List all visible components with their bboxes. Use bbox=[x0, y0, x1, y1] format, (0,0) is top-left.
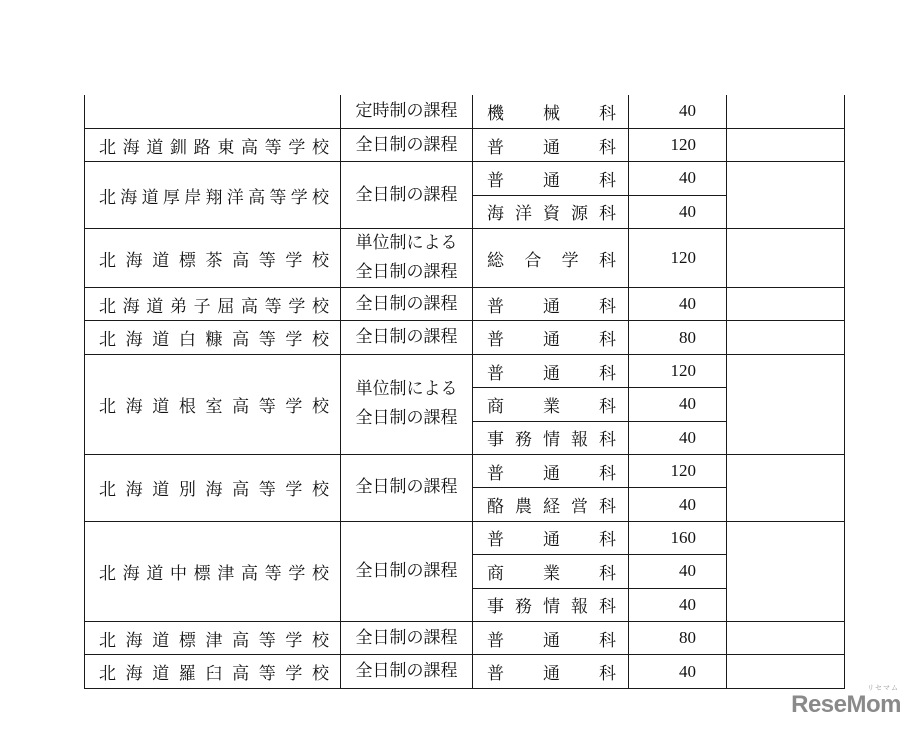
capacity-cell: 40 bbox=[629, 421, 727, 454]
table-row bbox=[85, 655, 845, 688]
school-name-cell bbox=[85, 95, 341, 128]
department-cell: 普通科 bbox=[473, 455, 629, 488]
department-cell: 普通科 bbox=[473, 521, 629, 554]
table-row bbox=[85, 128, 845, 161]
school-name-cell: 北海道羅臼高等学校 bbox=[85, 655, 341, 688]
capacity-cell: 40 bbox=[629, 388, 727, 421]
capacity-cell: 120 bbox=[629, 455, 727, 488]
remarks-cell bbox=[727, 455, 845, 522]
resemom-logo bbox=[791, 685, 901, 719]
school-name-cell: 北海道白糠高等学校 bbox=[85, 321, 341, 354]
capacity-cell: 120 bbox=[629, 128, 727, 161]
table-row bbox=[85, 321, 845, 354]
school-name-cell: 北海道厚岸翔洋高等学校 bbox=[85, 162, 341, 229]
course-type-cell: 単位制による 全日制の課程 bbox=[341, 354, 473, 454]
table-row bbox=[85, 521, 845, 554]
logo-ruby: リセマム bbox=[867, 685, 899, 692]
capacity-cell: 40 bbox=[629, 288, 727, 321]
department-cell: 普通科 bbox=[473, 321, 629, 354]
remarks-cell bbox=[727, 521, 845, 621]
remarks-cell bbox=[727, 321, 845, 354]
department-cell: 機械科 bbox=[473, 95, 629, 128]
department-cell: 普通科 bbox=[473, 162, 629, 195]
capacity-cell: 40 bbox=[629, 195, 727, 228]
course-type-cell: 全日制の課程 bbox=[341, 162, 473, 229]
remarks-cell bbox=[727, 621, 845, 654]
capacity-cell: 40 bbox=[629, 588, 727, 621]
department-cell: 普通科 bbox=[473, 655, 629, 688]
course-type-cell: 全日制の課程 bbox=[341, 621, 473, 654]
remarks-cell bbox=[727, 229, 845, 288]
remarks-cell bbox=[727, 288, 845, 321]
course-type-cell: 全日制の課程 bbox=[341, 521, 473, 621]
table-row bbox=[85, 455, 845, 488]
school-capacity-table bbox=[84, 95, 845, 689]
logo-text: ReseMom bbox=[791, 691, 901, 718]
school-name-cell: 北海道別海高等学校 bbox=[85, 455, 341, 522]
table-row bbox=[85, 95, 845, 128]
department-cell: 海洋資源科 bbox=[473, 195, 629, 228]
capacity-cell: 160 bbox=[629, 521, 727, 554]
department-cell: 商業科 bbox=[473, 388, 629, 421]
school-name-cell: 北海道根室高等学校 bbox=[85, 354, 341, 454]
capacity-cell: 40 bbox=[629, 555, 727, 588]
department-cell: 総合学科 bbox=[473, 229, 629, 288]
capacity-cell: 120 bbox=[629, 354, 727, 387]
department-cell: 普通科 bbox=[473, 288, 629, 321]
table-body bbox=[85, 95, 845, 688]
capacity-cell: 80 bbox=[629, 621, 727, 654]
school-name-cell: 北海道釧路東高等学校 bbox=[85, 128, 341, 161]
school-name-cell: 北海道弟子屈高等学校 bbox=[85, 288, 341, 321]
school-name-cell: 北海道標津高等学校 bbox=[85, 621, 341, 654]
remarks-cell bbox=[727, 95, 845, 128]
capacity-cell: 40 bbox=[629, 488, 727, 521]
course-type-cell: 全日制の課程 bbox=[341, 655, 473, 688]
capacity-cell: 120 bbox=[629, 229, 727, 288]
school-name-cell: 北海道中標津高等学校 bbox=[85, 521, 341, 621]
course-type-cell: 全日制の課程 bbox=[341, 321, 473, 354]
course-type-cell: 全日制の課程 bbox=[341, 455, 473, 522]
department-cell: 普通科 bbox=[473, 354, 629, 387]
remarks-cell bbox=[727, 655, 845, 688]
capacity-cell: 80 bbox=[629, 321, 727, 354]
table-row bbox=[85, 288, 845, 321]
remarks-cell bbox=[727, 128, 845, 161]
table-row bbox=[85, 354, 845, 387]
table-row bbox=[85, 621, 845, 654]
course-type-cell: 単位制による 全日制の課程 bbox=[341, 229, 473, 288]
course-type-cell: 定時制の課程 bbox=[341, 95, 473, 128]
table-row bbox=[85, 229, 845, 288]
department-cell: 普通科 bbox=[473, 621, 629, 654]
capacity-cell: 40 bbox=[629, 162, 727, 195]
course-type-cell: 全日制の課程 bbox=[341, 128, 473, 161]
remarks-cell bbox=[727, 162, 845, 229]
capacity-cell: 40 bbox=[629, 95, 727, 128]
department-cell: 事務情報科 bbox=[473, 421, 629, 454]
course-type-cell: 全日制の課程 bbox=[341, 288, 473, 321]
remarks-cell bbox=[727, 354, 845, 454]
department-cell: 普通科 bbox=[473, 128, 629, 161]
table-row bbox=[85, 162, 845, 195]
department-cell: 商業科 bbox=[473, 555, 629, 588]
department-cell: 事務情報科 bbox=[473, 588, 629, 621]
department-cell: 酪農経営科 bbox=[473, 488, 629, 521]
school-name-cell: 北海道標茶高等学校 bbox=[85, 229, 341, 288]
capacity-cell: 40 bbox=[629, 655, 727, 688]
